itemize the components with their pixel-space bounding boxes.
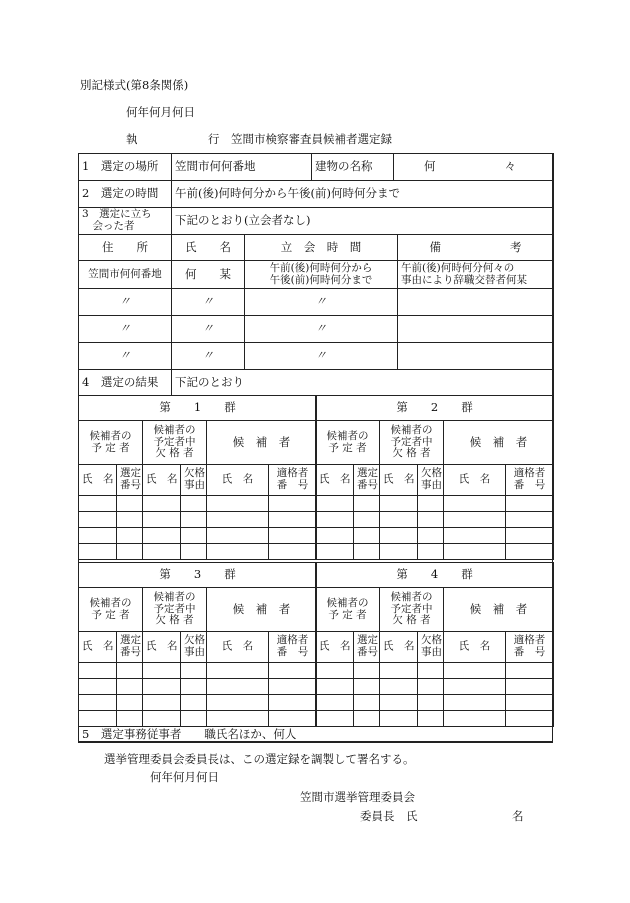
candidate-group-4 (315, 562, 554, 727)
empty-cell (506, 512, 554, 528)
empty-cell (143, 663, 181, 679)
empty-cell (181, 663, 207, 679)
col-name: 氏 名 (380, 465, 418, 496)
col-selection-number-line: 番号 (120, 479, 141, 491)
chair-name-suffix: 名 (512, 809, 524, 823)
col-selection-number-line: 選定 (357, 467, 378, 480)
col-selection-number-line: 選定 (357, 634, 378, 647)
header-address: 住 所 (79, 235, 172, 261)
empty-cell (418, 679, 444, 695)
table-row (79, 711, 317, 727)
ditto-mark: 〃 (172, 343, 245, 370)
empty-cell (444, 496, 506, 512)
col-qualified-number-line: 番 号 (276, 646, 309, 658)
witness-label-line: 3 選定に立ち (82, 208, 152, 221)
planned-header-line: 予 定 者 (91, 441, 130, 454)
empty-cell (207, 711, 269, 727)
empty-cell (269, 711, 317, 727)
empty-cell (418, 544, 444, 560)
empty-cell (380, 496, 418, 512)
absent-header-line: 予定者中 (390, 435, 433, 448)
empty-cell (444, 695, 506, 711)
col-qualified-number (269, 632, 317, 663)
ditto-mark: 〃 (79, 316, 172, 343)
empty-cell (354, 695, 380, 711)
table-row (79, 663, 317, 679)
empty-cell (506, 695, 554, 711)
empty-cell (207, 512, 269, 528)
table-row (79, 289, 554, 316)
col-qualified-number-line: 番 号 (513, 646, 546, 658)
table-row (79, 316, 554, 343)
absent-header (143, 421, 207, 465)
absent-header-line: 欠 格 者 (155, 447, 194, 460)
empty-cell (398, 316, 554, 343)
col-selection-number (354, 465, 380, 496)
empty-cell (316, 512, 354, 528)
empty-cell (117, 528, 143, 544)
empty-cell (117, 544, 143, 560)
empty-cell (117, 496, 143, 512)
absent-header-line: 欠 格 者 (392, 614, 431, 627)
empty-cell (354, 512, 380, 528)
group-title: 第 1 群 (79, 396, 317, 421)
col-disqualification-reason-line: 欠格 (421, 634, 442, 647)
empty-cell (143, 679, 181, 695)
absent-header-line: 候補者の (153, 591, 196, 604)
col-qualified-number-line: 適格者 (513, 467, 546, 480)
empty-cell (181, 496, 207, 512)
col-name: 氏 名 (143, 465, 181, 496)
witness-time-line: 午前(後)何時何分から (269, 261, 373, 274)
place-value: 笠間市何何番地 (172, 154, 312, 181)
empty-cell (269, 663, 317, 679)
empty-cell (269, 695, 317, 711)
empty-cell (269, 544, 317, 560)
empty-cell (354, 663, 380, 679)
planned-header-line: 候補者の (326, 596, 369, 609)
col-disqualification-reason (181, 465, 207, 496)
empty-cell (207, 695, 269, 711)
header-name: 氏 名 (172, 235, 245, 261)
empty-cell (380, 711, 418, 727)
ditto-mark: 〃 (245, 316, 398, 343)
ditto-mark: 〃 (172, 289, 245, 316)
col-disqualification-reason-line: 欠格 (421, 467, 442, 480)
absent-header-line: 候補者の (153, 424, 196, 437)
ditto-mark: 〃 (245, 289, 398, 316)
empty-cell (380, 695, 418, 711)
empty-cell (444, 663, 506, 679)
empty-cell (418, 528, 444, 544)
time-label: 2 選定の時間 (79, 181, 172, 208)
col-disqualification-reason (418, 465, 444, 496)
empty-cell (181, 711, 207, 727)
empty-cell (207, 663, 269, 679)
group-title: 第 2 群 (316, 396, 554, 421)
empty-cell (79, 711, 117, 727)
col-selection-number (117, 632, 143, 663)
empty-cell (269, 512, 317, 528)
witness-time-line: 午後(前)何時何分まで (269, 273, 373, 286)
col-qualified-number (269, 465, 317, 496)
empty-cell (181, 544, 207, 560)
empty-cell (354, 679, 380, 695)
empty-cell (143, 512, 181, 528)
empty-cell (354, 544, 380, 560)
col-qualified-number-line: 番 号 (513, 479, 546, 491)
col-name: 氏 名 (380, 632, 418, 663)
empty-cell (316, 679, 354, 695)
group-title: 第 3 群 (79, 563, 317, 588)
empty-cell (506, 711, 554, 727)
empty-cell (506, 663, 554, 679)
absent-header-line: 予定者中 (153, 435, 196, 448)
empty-cell (316, 544, 354, 560)
staff-row: 5 選定事務従事者 職氏名ほか、何人 (79, 727, 553, 743)
empty-cell (418, 711, 444, 727)
empty-cell (269, 679, 317, 695)
empty-cell (316, 711, 354, 727)
empty-cell (143, 496, 181, 512)
title-left: 執 (126, 132, 138, 146)
statement: 選挙管理委員会委員長は、この選定録を調製して署名する。 (104, 752, 415, 766)
col-name: 氏 名 (207, 632, 269, 663)
candidate-header: 候 補 者 (207, 588, 317, 632)
witness-remarks-line: 事由により辞職交替者何某 (401, 273, 527, 286)
group-title: 第 4 群 (316, 563, 554, 588)
col-selection-number-line: 番号 (357, 646, 378, 658)
empty-cell (506, 528, 554, 544)
col-selection-number (117, 465, 143, 496)
candidate-header: 候 補 者 (444, 421, 554, 465)
empty-cell (444, 544, 506, 560)
empty-cell (316, 528, 354, 544)
result-table (78, 369, 554, 396)
empty-cell (207, 528, 269, 544)
empty-cell (444, 528, 506, 544)
witness-table (78, 234, 554, 370)
planned-header-line: 予 定 者 (328, 441, 367, 454)
candidate-header: 候 補 者 (207, 421, 317, 465)
empty-cell (143, 695, 181, 711)
empty-cell (79, 512, 117, 528)
footer-date: 何年何月何日 (150, 770, 219, 784)
absent-header-line: 欠 格 者 (155, 614, 194, 627)
empty-cell (207, 679, 269, 695)
empty-cell (181, 528, 207, 544)
witness-label-line: 会った者 (82, 220, 135, 232)
col-qualified-number-line: 適格者 (276, 467, 309, 480)
absent-header (143, 588, 207, 632)
empty-cell (117, 695, 143, 711)
col-selection-number-line: 選定 (120, 467, 141, 480)
empty-cell (117, 663, 143, 679)
planned-header (316, 588, 380, 632)
planned-header-line: 予 定 者 (328, 608, 367, 621)
header-date: 何年何月何日 (126, 105, 195, 119)
planned-header-line: 候補者の (89, 429, 132, 442)
table-row (316, 512, 554, 528)
table-row (316, 544, 554, 560)
committee-name: 笠間市選挙管理委員会 (300, 790, 415, 804)
empty-cell (117, 679, 143, 695)
place-label: 1 選定の場所 (79, 154, 172, 181)
empty-cell (354, 711, 380, 727)
table-row (316, 528, 554, 544)
col-name: 氏 名 (444, 632, 506, 663)
ditto-mark: 〃 (172, 316, 245, 343)
building-label: 建物の名称 (312, 154, 394, 181)
empty-cell (316, 496, 354, 512)
table-row (79, 695, 317, 711)
planned-header-line: 予 定 者 (91, 608, 130, 621)
empty-cell (79, 663, 117, 679)
ditto-mark: 〃 (79, 289, 172, 316)
planned-header-line: 候補者の (326, 429, 369, 442)
empty-cell (269, 496, 317, 512)
col-disqualification-reason-line: 事由 (184, 646, 205, 658)
col-name: 氏 名 (444, 465, 506, 496)
witness-time (245, 261, 398, 289)
table-row (79, 496, 317, 512)
col-disqualification-reason (181, 632, 207, 663)
col-qualified-number-line: 番 号 (276, 479, 309, 491)
empty-cell (444, 711, 506, 727)
empty-cell (79, 528, 117, 544)
col-selection-number (354, 632, 380, 663)
col-name: 氏 名 (79, 632, 117, 663)
witness-name: 何 某 (172, 261, 245, 289)
col-disqualification-reason (418, 632, 444, 663)
empty-cell (79, 496, 117, 512)
result-value: 下記のとおり (172, 370, 554, 396)
empty-cell (79, 695, 117, 711)
empty-cell (117, 512, 143, 528)
empty-cell (380, 512, 418, 528)
time-value: 午前(後)何時何分から午後(前)何時何分まで (172, 181, 554, 208)
building-value: 何 々 (394, 154, 554, 181)
empty-cell (316, 663, 354, 679)
col-disqualification-reason-line: 欠格 (184, 634, 205, 647)
absent-header-line: 予定者中 (390, 602, 433, 615)
empty-cell (418, 695, 444, 711)
absent-header-line: 欠 格 者 (392, 447, 431, 460)
planned-header (79, 588, 143, 632)
main-form-table (78, 153, 554, 235)
table-row (316, 695, 554, 711)
table-row (79, 512, 317, 528)
table-row (79, 528, 317, 544)
empty-cell (380, 679, 418, 695)
empty-cell (181, 679, 207, 695)
empty-cell (316, 695, 354, 711)
empty-cell (181, 512, 207, 528)
empty-cell (354, 496, 380, 512)
empty-cell (398, 289, 554, 316)
col-qualified-number (506, 632, 554, 663)
col-name: 氏 名 (143, 632, 181, 663)
empty-cell (418, 496, 444, 512)
col-disqualification-reason-line: 事由 (421, 646, 442, 658)
col-selection-number-line: 番号 (120, 646, 141, 658)
col-disqualification-reason-line: 事由 (421, 479, 442, 491)
planned-header (316, 421, 380, 465)
col-disqualification-reason-line: 欠格 (184, 467, 205, 480)
absent-header-line: 予定者中 (153, 602, 196, 615)
witness-value: 下記のとおり(立会者なし) (172, 208, 554, 235)
form-reference: 別記様式(第8条関係) (80, 78, 189, 92)
ditto-mark: 〃 (245, 343, 398, 370)
col-qualified-number-line: 適格者 (276, 634, 309, 647)
table-row (79, 544, 317, 560)
page-title: 行 笠間市検察審査員候補者選定録 (208, 132, 392, 146)
empty-cell (398, 343, 554, 370)
witness-address: 笠間市何何番地 (79, 261, 172, 289)
col-disqualification-reason-line: 事由 (184, 479, 205, 491)
table-row (316, 711, 554, 727)
empty-cell (207, 496, 269, 512)
ditto-mark: 〃 (79, 343, 172, 370)
empty-cell (380, 528, 418, 544)
staff-table (78, 726, 553, 743)
col-name: 氏 名 (316, 465, 354, 496)
table-row (79, 343, 554, 370)
col-selection-number-line: 選定 (120, 634, 141, 647)
col-name: 氏 名 (79, 465, 117, 496)
empty-cell (269, 528, 317, 544)
table-row (79, 261, 554, 289)
empty-cell (506, 544, 554, 560)
empty-cell (207, 544, 269, 560)
col-qualified-number (506, 465, 554, 496)
col-selection-number-line: 番号 (357, 479, 378, 491)
witness-remarks-line: 午前(後)何時何分何々の (401, 261, 515, 274)
witness-remarks (398, 261, 554, 289)
absent-header (380, 421, 444, 465)
empty-cell (418, 512, 444, 528)
empty-cell (444, 512, 506, 528)
table-row (316, 679, 554, 695)
chair-label: 委員長 氏 (360, 809, 418, 823)
empty-cell (143, 528, 181, 544)
candidate-group-1 (78, 395, 317, 560)
empty-cell (444, 679, 506, 695)
planned-header-line: 候補者の (89, 596, 132, 609)
absent-header-line: 候補者の (390, 424, 433, 437)
empty-cell (418, 663, 444, 679)
candidate-header: 候 補 者 (444, 588, 554, 632)
col-qualified-number-line: 適格者 (513, 634, 546, 647)
table-row (316, 663, 554, 679)
table-row (79, 679, 317, 695)
empty-cell (380, 663, 418, 679)
absent-header (380, 588, 444, 632)
col-name: 氏 名 (207, 465, 269, 496)
empty-cell (181, 695, 207, 711)
planned-header (79, 421, 143, 465)
empty-cell (79, 544, 117, 560)
empty-cell (506, 496, 554, 512)
result-label: 4 選定の結果 (79, 370, 172, 396)
witness-label (79, 208, 172, 235)
empty-cell (79, 679, 117, 695)
empty-cell (380, 544, 418, 560)
col-name: 氏 名 (316, 632, 354, 663)
empty-cell (117, 711, 143, 727)
candidate-group-3 (78, 562, 317, 727)
empty-cell (143, 711, 181, 727)
header-witness-time: 立 会 時 間 (245, 235, 398, 261)
absent-header-line: 候補者の (390, 591, 433, 604)
empty-cell (354, 528, 380, 544)
candidate-group-2 (315, 395, 554, 560)
empty-cell (506, 679, 554, 695)
header-remarks: 備 考 (398, 235, 554, 261)
table-row (316, 496, 554, 512)
empty-cell (143, 544, 181, 560)
